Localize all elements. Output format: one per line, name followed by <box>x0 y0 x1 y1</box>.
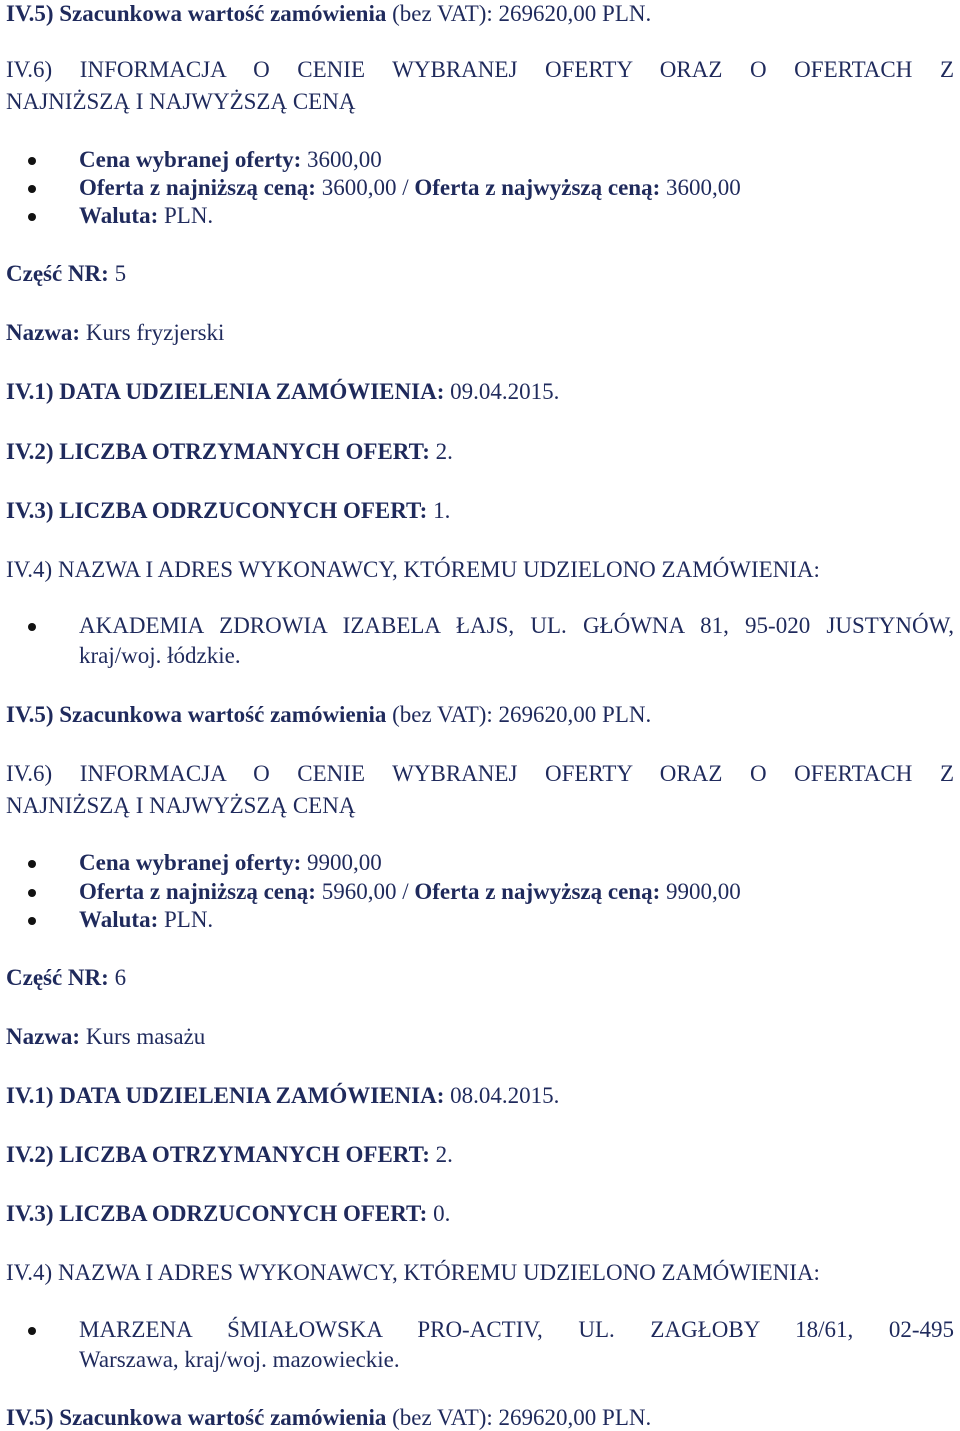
waluta-line <box>79 202 954 229</box>
iv3-liczba-5 <box>6 497 954 524</box>
waluta-label: Waluta: <box>79 203 159 228</box>
iv3-value: 0. <box>427 1201 451 1226</box>
waluta-label: Waluta: <box>79 907 159 932</box>
wykonawca-6-line1: MARZENA ŚMIAŁOWSKA PRO-ACTIV, UL. ZAGŁOBY 18/61, 02-495 <box>79 1317 954 1342</box>
iv5-label: IV.5) Szacunkowa wartość zamówienia <box>6 1 387 26</box>
iv2-label: IV.2) LICZBA OTRZYMANYCH OFERT: <box>6 1142 430 1167</box>
min-label: Oferta z najniższą ceną: <box>79 879 316 904</box>
iv4-heading-5: IV.4) NAZWA I ADRES WYKONAWCY, KTÓREMU UDZIELONO ZAMÓWIENIA: <box>6 557 820 582</box>
iv4-heading-6: IV.4) NAZWA I ADRES WYKONAWCY, KTÓREMU UDZIELONO ZAMÓWIENIA: <box>6 1260 820 1285</box>
czesc-value: 5 <box>108 261 127 286</box>
nazwa-6 <box>6 1023 954 1050</box>
iv2-liczba-6 <box>6 1141 954 1168</box>
iv3-label: IV.3) LICZBA ODRZUCONYCH OFERT: <box>6 1201 428 1226</box>
wykonawca-6-line2: Warszawa, kraj/woj. mazowieckie. <box>79 1347 400 1372</box>
iv2-liczba-5 <box>6 438 954 465</box>
waluta-value: PLN. <box>158 907 214 932</box>
iv1-data-6 <box>6 1082 954 1109</box>
iv1-data-5 <box>6 378 954 405</box>
wykonawca-5-line2: kraj/woj. łódzkie. <box>79 643 241 668</box>
iv2-value: 2. <box>429 1142 453 1167</box>
iv1-value: 08.04.2015. <box>444 1083 560 1108</box>
oferta-min-max-line <box>79 174 954 201</box>
bullet-icon <box>28 213 36 221</box>
max-value: 9900,00 <box>660 879 741 904</box>
iv6-heading-line2: NAJNIŻSZĄ I NAJWYŻSZĄ CENĄ <box>6 89 356 114</box>
iv5-line-5 <box>6 701 954 728</box>
iv1-label: IV.1) DATA UDZIELENIA ZAMÓWIENIA: <box>6 1083 445 1108</box>
iv1-label: IV.1) DATA UDZIELENIA ZAMÓWIENIA: <box>6 379 445 404</box>
cena-value: 3600,00 <box>301 147 382 172</box>
iv2-label: IV.2) LICZBA OTRZYMANYCH OFERT: <box>6 439 430 464</box>
max-label: Oferta z najwyższą ceną: <box>414 879 661 904</box>
waluta-value: PLN. <box>158 203 214 228</box>
iv5-value: (bez VAT): 269620,00 PLN. <box>386 1405 652 1430</box>
iv5-value: (bez VAT): 269620,00 PLN. <box>386 1 652 26</box>
iv6-heading-line2: NAJNIŻSZĄ I NAJWYŻSZĄ CENĄ <box>6 793 356 818</box>
oferta-min-max-line <box>79 878 954 905</box>
iv6-heading-line1: IV.6) INFORMACJA O CENIE WYBRANEJ OFERTY ORAZ O OFERTACH Z <box>6 761 954 786</box>
iv6-heading-line1: IV.6) INFORMACJA O CENIE WYBRANEJ OFERTY ORAZ O OFERTACH Z <box>6 57 954 82</box>
waluta-line <box>79 906 954 933</box>
czesc-nr-5 <box>6 260 954 287</box>
czesc-label: Część NR: <box>6 261 109 286</box>
max-label: Oferta z najwyższą ceną: <box>414 175 661 200</box>
min-value: 5960,00 / <box>315 879 415 904</box>
czesc-nr-6 <box>6 964 954 991</box>
nazwa-value: Kurs masażu <box>80 1024 206 1049</box>
cena-label: Cena wybranej oferty: <box>79 147 302 172</box>
iv5-label: IV.5) Szacunkowa wartość zamówienia <box>6 702 387 727</box>
nazwa-label: Nazwa: <box>6 1024 81 1049</box>
nazwa-value: Kurs fryzjerski <box>80 320 225 345</box>
bullet-icon <box>28 157 36 165</box>
cena-wybranej-line <box>79 849 954 876</box>
iv5-line-6 <box>6 1404 954 1431</box>
iv3-label: IV.3) LICZBA ODRZUCONYCH OFERT: <box>6 498 428 523</box>
min-label: Oferta z najniższą ceną: <box>79 175 316 200</box>
bullet-icon <box>28 889 36 897</box>
iv5-value: (bez VAT): 269620,00 PLN. <box>386 702 652 727</box>
nazwa-label: Nazwa: <box>6 320 81 345</box>
iv1-value: 09.04.2015. <box>444 379 560 404</box>
nazwa-5 <box>6 319 954 346</box>
min-value: 3600,00 / <box>315 175 415 200</box>
wykonawca-5-line1: AKADEMIA ZDROWIA IZABELA ŁAJS, UL. GŁÓWNA 81, 95-020 JUSTYNÓW, <box>79 613 954 638</box>
iv5-label: IV.5) Szacunkowa wartość zamówienia <box>6 1405 387 1430</box>
iv3-value: 1. <box>427 498 451 523</box>
czesc-value: 6 <box>108 965 127 990</box>
bullet-icon <box>28 623 36 631</box>
cena-wybranej-line <box>79 146 954 173</box>
iv2-value: 2. <box>429 439 453 464</box>
cena-value: 9900,00 <box>301 850 382 875</box>
max-value: 3600,00 <box>660 175 741 200</box>
iv5-line-top <box>6 0 954 27</box>
bullet-icon <box>28 860 36 868</box>
bullet-icon <box>28 917 36 925</box>
bullet-icon <box>28 1327 36 1335</box>
cena-label: Cena wybranej oferty: <box>79 850 302 875</box>
iv3-liczba-6 <box>6 1200 954 1227</box>
czesc-label: Część NR: <box>6 965 109 990</box>
bullet-icon <box>28 185 36 193</box>
